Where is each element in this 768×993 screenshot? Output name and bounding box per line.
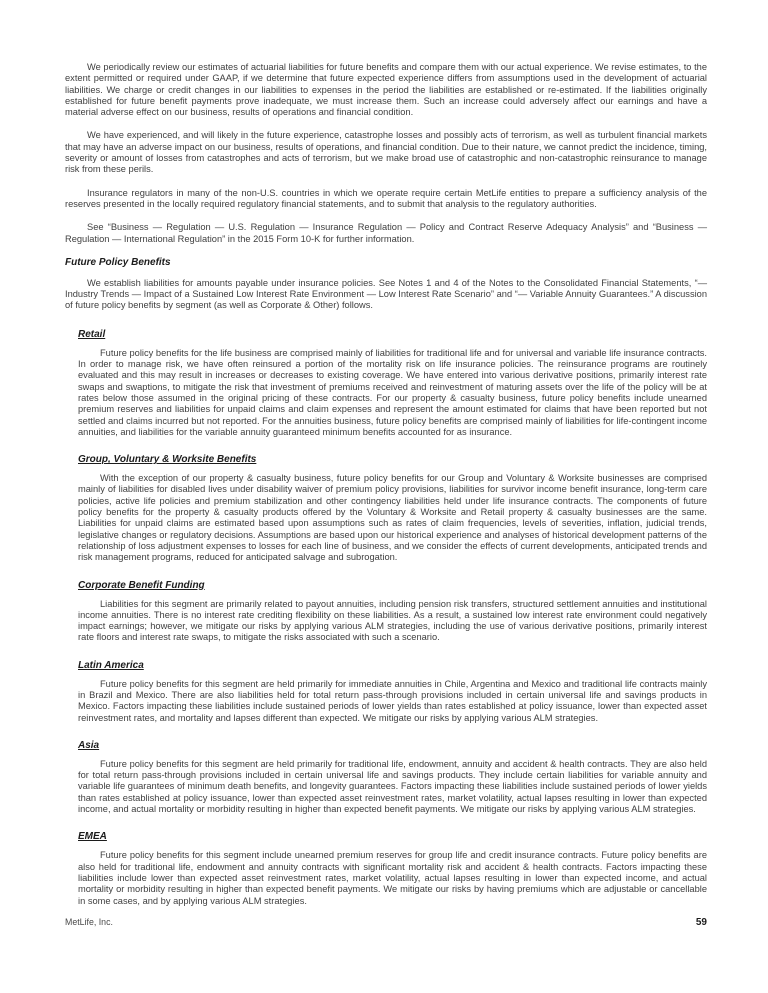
section-emea	[78, 826, 707, 906]
subsection-heading-corporate-benefit-funding: Corporate Benefit Funding	[78, 579, 205, 591]
footer-company-name: MetLife, Inc.	[65, 917, 113, 927]
intro-paragraph: We periodically review our estimates of actuarial liabilities for future benefits and compare them with our actual experience. We revise estimates, to the extent permitted or required under GAAP, if we determine that future expected experience differs from assumptions used in the development of actuarial liabilities. We charge or credit changes in our liabilities to expenses in the period the liabilities are established or re-estimated. If the liabilities originally established for future benefit payments prove inadequate, we must increase them. Such an increase could adversely affect our earnings and have a material adverse effect on our business, results of operations and financial condition.	[65, 62, 707, 118]
section-corporate-benefit-funding	[78, 575, 707, 644]
page-content	[65, 62, 707, 918]
intro-paragraph: Insurance regulators in many of the non-U.S. countries in which we operate require certain MetLife entities to prepare a sufficiency analysis of the reserves presented in the locally required regulatory financial statements, and to submit that analysis to the regulatory authorities.	[65, 187, 707, 209]
latin-america-paragraph: Future policy benefits for this segment are held primarily for immediate annuities in Chile, Argentina and Mexico and traditional life contracts mainly in Brazil and Mexico. There are also liabilities held for total return pass-through provisions included in certain universal life and savings products in Mexico. Factors impacting these liabilities include sustained periods of lower yields than rates established at policy issuance, lower than expected asset reinvestment rates, and mortality and lapses different than expected. We mitigate our risks by applying various ALM strategies.	[78, 678, 707, 723]
page-footer	[65, 917, 707, 928]
group-voluntary-worksite-paragraph: With the exception of our property & casualty business, future policy benefits for our Group and Voluntary & Worksite businesses are comprised mainly of liabilities for disabled lives under disability waiver of premium policy provisions, liabilities for survivor income benefit insurance, long-term care policies, active life policies and premium stabilization and other contingency liabilities held under life insurance contracts. The components of future policy benefits for the property & casualty products offered by the Voluntary & Worksite and Retail property & casualty businesses are the same. Liabilities for unpaid claims are estimated based upon assumptions such as rates of claim frequencies, levels of severities, inflation, judicial trends, legislative changes or regulatory decisions. Assumptions are based upon our historical experience and analyses of historical development patterns of the relationship of loss adjustment expenses to losses for each line of business, and we consider the effects of current developments, anticipated trends and risk management programs, reduced for anticipated salvage and subrogation.	[78, 473, 707, 563]
subsection-heading-retail: Retail	[78, 328, 106, 340]
section-latin-america	[78, 655, 707, 724]
subsection-heading-asia: Asia	[78, 739, 100, 751]
section-heading-future-policy-benefits: Future Policy Benefits	[65, 256, 171, 268]
section-retail	[78, 324, 707, 438]
intro-paragraph: We have experienced, and will likely in the future experience, catastrophe losses and possibly acts of terrorism, as well as turbulent financial markets that may have an adverse impact on our business, results of operations, and financial condition. Due to their nature, we cannot predict the incidence, timing, severity or amount of losses from catastrophes and acts of terrorism, but we make broad use of catastrophic and non-catastrophic reinsurance to manage risk from these perils.	[65, 130, 707, 175]
footer-page-number: 59	[695, 917, 707, 928]
subsection-heading-latin-america: Latin America	[78, 659, 144, 671]
intro-paragraph: See “Business — Regulation — U.S. Regulation — Insurance Regulation — Policy and Contract Reserve Adequacy Analysis” and “Business — Regulation — International Regulation” in the 2015 Form 10-K for further information.	[65, 222, 707, 244]
emea-paragraph: Future policy benefits for this segment include unearned premium reserves for group life and credit insurance contracts. Future policy benefits are also held for traditional life, endowment and annuity contracts with significant mortality risk and accident & health contracts. Factors impacting these liabilities include lower than expected asset reinvestment rates, market volatility, actual lapses resulting in lower than expected income, and actual mortality or morbidity resulting in higher than expected benefit payments. We mitigate our risks by having premiums which are adjustable or cancellable in some cases, and by applying various ALM strategies.	[78, 850, 707, 906]
retail-paragraph: Future policy benefits for the life business are comprised mainly of liabilities for traditional life and for universal and variable life insurance contracts. In order to manage risk, we have often reinsured a portion of the mortality risk on life insurance policies. The reinsurance programs are routinely evaluated and this may result in increases or decreases to existing coverage. We have entered into various derivative positions, primarily interest rate swaps and swaptions, to mitigate the risk that investment of premiums received and reinvestment of maturing assets over the life of the policy will be at rates below those assumed in the original pricing of these contracts. For our property & casualty business, future policy benefits include unearned premium reserves and liabilities for unpaid claims and claim expenses and represent the amount estimated for claims that have been reported but not settled and claims incurred but not reported. For the annuities business, future policy benefits are comprised mainly of liabilities for life-contingent income annuities, and liabilities for the variable annuity guaranteed minimum benefits accounted for as insurance.	[78, 347, 707, 437]
section-asia	[78, 735, 707, 815]
subsection-heading-group-voluntary-worksite-benefits: Group, Voluntary & Worksite Benefits	[78, 454, 257, 466]
asia-paragraph: Future policy benefits for this segment are held primarily for traditional life, endowment, annuity and accident & health contracts. They are also held for total return pass-through provisions included in certain universal life and savings products. They include certain liabilities for variable annuity and variable life guarantees of minimum death benefits, and longevity guarantees. Factors impacting these liabilities include sustained periods of lower yields than rates established at policy issuance, lower than expected asset reinvestment rates, market volatility, actual lapses resulting in lower than expected income, and actual mortality or morbidity resulting in higher than expected benefit payments. We mitigate our risks by applying various ALM strategies.	[78, 758, 707, 815]
corporate-benefit-funding-paragraph: Liabilities for this segment are primarily related to payout annuities, including pension risk transfers, structured settlement annuities and institutional income annuities. There is no interest rate crediting flexibility on these liabilities. As a result, a sustained low interest rate environment could negatively impact earnings; however, we mitigate our risks by applying various ALM strategies, including the use of various derivative positions, primarily interest rate floors and interest rate swaps, to mitigate the risks associated with such a scenario.	[78, 598, 707, 643]
subsection-heading-emea: EMEA	[78, 831, 107, 843]
section-group-voluntary-worksite-benefits	[78, 449, 707, 563]
future-policy-benefits-paragraph: We establish liabilities for amounts payable under insurance policies. See Notes 1 and 4 of the Notes to the Consolidated Financial Statements, “— Industry Trends — Impact of a Sustained Low Interest Rate Environment — Low Interest Rate Scenario” and “— Variable Annuity Guarantees.” A discussion of future policy benefits by segment (as well as Corporate & Other) follows.	[65, 277, 707, 311]
